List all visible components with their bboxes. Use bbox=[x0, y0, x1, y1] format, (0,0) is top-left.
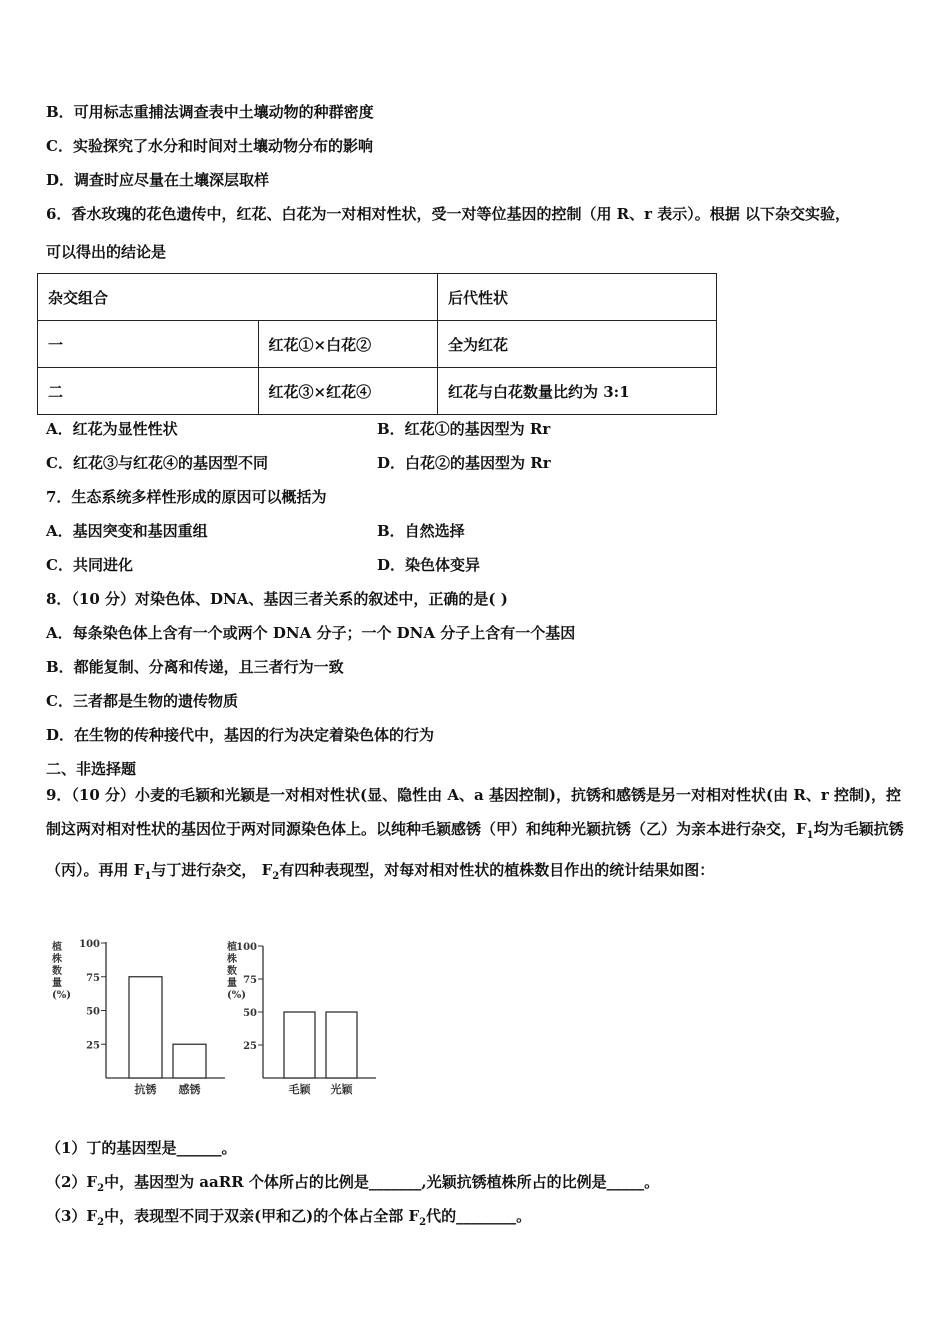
table-cell-offspring: 全为红花 bbox=[438, 321, 717, 368]
q9-s3-prefix: （3）F bbox=[46, 1207, 98, 1225]
table-cell-cross: 红花③×红花④ bbox=[258, 368, 437, 415]
y-axis-label: 植 bbox=[227, 942, 237, 953]
y-axis-label: 植 bbox=[52, 942, 62, 953]
q9-f1b-label: F bbox=[133, 861, 145, 879]
q8-option-b: B．都能复制、分离和传递，且三者行为一致 bbox=[46, 658, 344, 676]
y-tick-label: 100 bbox=[236, 942, 257, 953]
bar bbox=[129, 977, 162, 1078]
y-tick-label: 25 bbox=[243, 1041, 257, 1052]
y-axis-label: 株 bbox=[52, 954, 62, 965]
q9-f1-label: F bbox=[796, 820, 807, 838]
y-axis-label: 量 bbox=[52, 978, 62, 989]
q9-stem-part2: 均为毛颖抗锈（丙）。再用 bbox=[46, 820, 904, 879]
q5-option-b: B．可用标志重捕法调查表中土壤动物的种群密度 bbox=[46, 103, 374, 121]
q9-subquestion-1: （1）丁的基因型是______。 bbox=[46, 1139, 237, 1157]
y-tick-label: 25 bbox=[86, 1040, 100, 1052]
table-cell-id: 二 bbox=[38, 368, 259, 415]
y-tick-label: 75 bbox=[243, 975, 257, 986]
q9-stem bbox=[46, 778, 910, 894]
table-header-offspring: 后代性状 bbox=[438, 274, 717, 321]
bar bbox=[173, 1044, 206, 1078]
table-cell-id: 一 bbox=[38, 321, 259, 368]
q6-option-c: C．红花③与红花④的基因型不同 bbox=[46, 454, 268, 472]
y-tick-label: 100 bbox=[79, 939, 100, 950]
q9-stem-part1: 9．（10 分）小麦的毛颖和光颖是一对相对性状(显、隐性由 A、a 基因控制)，抗锈和感锈是另一对相对性状(由 R、r 控制)，控制这两对相对性状的基因位于两对同源染色体上。以纯种毛颖感锈（甲）和纯种光颖抗锈（乙）为亲本进行杂交， bbox=[46, 786, 902, 838]
x-tick-label: 感锈 bbox=[178, 1083, 201, 1096]
table-cell-offspring: 红花与白花数量比约为 3:1 bbox=[438, 368, 717, 415]
q9-s3-text: 中，表现型不同于双亲(甲和乙)的个体占全部 F bbox=[104, 1207, 420, 1225]
q9-s2-prefix: （2）F bbox=[46, 1173, 98, 1191]
q9-stem-part4: 有四种表现型，对每对相对性状的植株数目作出的统计结果如图： bbox=[279, 861, 715, 879]
y-tick-label: 75 bbox=[86, 972, 100, 984]
q8-stem: 8．（10 分）对染色体、DNA、基因三者关系的叙述中，正确的是( ) bbox=[46, 590, 508, 608]
table-row bbox=[38, 321, 717, 368]
q9-f1b-subscript: 1 bbox=[144, 871, 152, 882]
y-axis-label: 量 bbox=[227, 978, 237, 989]
q8-option-a: A．每条染色体上含有一个或两个 DNA 分子；一个 DNA 分子上含有一个基因 bbox=[46, 624, 576, 642]
bar bbox=[326, 1012, 357, 1078]
q7-option-d: D．染色体变异 bbox=[377, 556, 481, 574]
y-tick-label: 50 bbox=[243, 1008, 257, 1019]
y-axis-label: (%) bbox=[52, 990, 71, 1001]
q5-option-d: D．调查时应尽量在土壤深层取样 bbox=[46, 171, 270, 189]
glume-bar-chart bbox=[215, 930, 390, 1100]
q9-f2-subscript: 2 bbox=[272, 871, 280, 882]
q9-s3-subscript: 2 bbox=[97, 1217, 105, 1228]
q6-stem-line1: 6．香水玫瑰的花色遗传中，红花、白花为一对相对性状，受一对等位基因的控制（用 R、r 表示）。根据 以下杂交实验， bbox=[46, 205, 850, 223]
q9-subquestion-3 bbox=[46, 1206, 531, 1233]
q9-s2-text: 中，基因型为 aaRR 个体所占的比例是_______,光颖抗锈植株所占的比例是_____。 bbox=[104, 1173, 660, 1191]
q9-f2-label: F bbox=[261, 861, 273, 879]
q9-s3-subscript2: 2 bbox=[419, 1217, 427, 1228]
table-cell-cross: 红花①×白花② bbox=[258, 321, 437, 368]
q7-option-b: B．自然选择 bbox=[377, 522, 465, 540]
table-row bbox=[38, 368, 717, 415]
y-axis-label: 株 bbox=[227, 954, 237, 965]
q5-option-c: C．实验探究了水分和时间对土壤动物分布的影响 bbox=[46, 137, 373, 155]
q9-f1-subscript: 1 bbox=[806, 830, 814, 841]
q8-option-d: D．在生物的传种接代中，基因的行为决定着染色体的行为 bbox=[46, 726, 435, 744]
y-axis-label: 数 bbox=[227, 966, 237, 977]
q7-stem: 7．生态系统多样性形成的原因可以概括为 bbox=[46, 488, 327, 506]
q7-option-c: C．共同进化 bbox=[46, 556, 133, 574]
x-tick-label: 抗锈 bbox=[134, 1083, 157, 1096]
resistance-bar-chart bbox=[40, 930, 230, 1100]
q6-stem-line2: 可以得出的结论是 bbox=[46, 243, 167, 261]
y-axis-label: (%) bbox=[227, 990, 246, 1001]
q9-s3-text2: 代的________。 bbox=[426, 1207, 532, 1225]
y-tick-label: 50 bbox=[86, 1006, 100, 1018]
section-heading: 二、非选择题 bbox=[46, 760, 137, 778]
x-tick-label: 光颖 bbox=[330, 1083, 353, 1096]
q7-option-a: A．基因突变和基因重组 bbox=[46, 522, 208, 540]
q9-stem-part3: 与丁进行杂交， bbox=[151, 861, 262, 879]
q6-cross-table bbox=[37, 273, 717, 415]
q6-option-a: A．红花为显性性状 bbox=[46, 420, 178, 438]
bar bbox=[284, 1012, 315, 1078]
q9-s2-subscript: 2 bbox=[97, 1183, 105, 1194]
q6-option-b: B．红花①的基因型为 Rr bbox=[377, 420, 551, 438]
x-tick-label: 毛颖 bbox=[288, 1083, 311, 1096]
y-axis-label: 数 bbox=[52, 966, 62, 977]
q6-option-d: D．白花②的基因型为 Rr bbox=[377, 454, 551, 472]
q9-subquestion-2 bbox=[46, 1172, 659, 1199]
table-header-cross: 杂交组合 bbox=[38, 274, 438, 321]
q8-option-c: C．三者都是生物的遗传物质 bbox=[46, 692, 238, 710]
